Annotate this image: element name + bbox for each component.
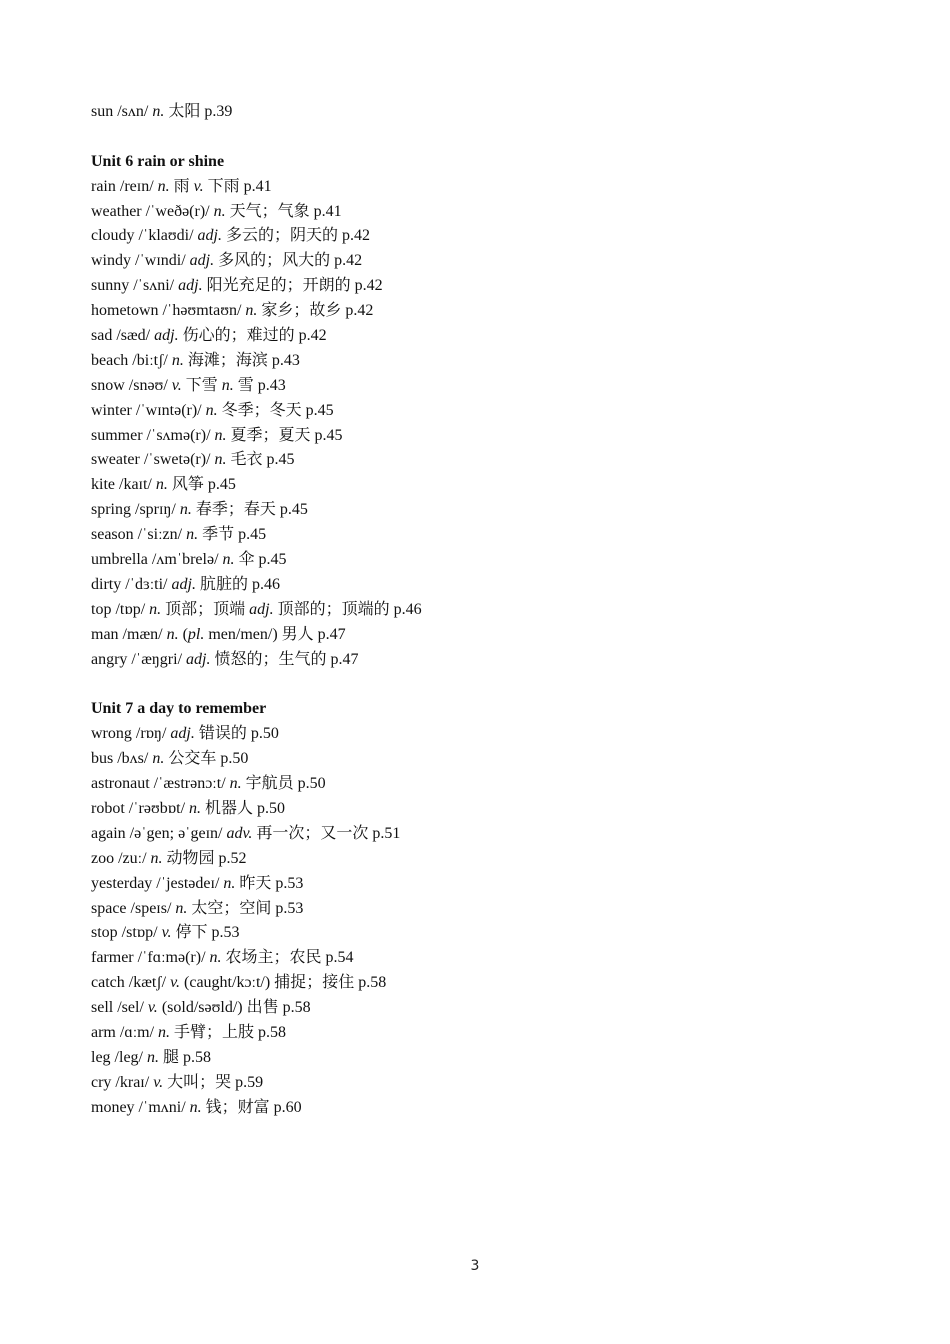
entry-meaning: 错误的 p.50 <box>194 725 279 743</box>
vocab-entry <box>91 200 871 225</box>
part-of-speech: adj. <box>171 575 196 593</box>
unit-6-word-list <box>91 175 871 673</box>
entry-meaning: 多风的；风大的 p.42 <box>214 252 363 270</box>
entry-meaning: 春季；春天 p.45 <box>191 501 308 519</box>
entry-meaning: 顶部；顶端 <box>161 600 250 618</box>
vocab-entry <box>91 324 871 349</box>
entry-word: snow /snəʊ/ <box>91 376 172 394</box>
entry-word: winter /ˈwɪntə(r)/ <box>91 401 206 419</box>
part-of-speech: adj. <box>154 327 179 345</box>
part-of-speech: n. <box>229 775 242 793</box>
part-of-speech: n. <box>150 849 163 867</box>
part-of-speech: n. <box>155 476 168 494</box>
entry-meaning: 伤心的；难过的 p.42 <box>178 327 327 345</box>
entry-word: weather /ˈweðə(r)/ <box>91 202 214 220</box>
entry-word: zoo /zuː/ <box>91 849 151 867</box>
part-of-speech: n. <box>214 451 227 469</box>
entry-word: astronaut /ˈæstrənɔːt/ <box>91 775 230 793</box>
entry-word: hometown /ˈhəʊmtaʊn/ <box>91 302 246 320</box>
unit-7-word-list <box>91 722 871 1120</box>
vocab-entry <box>91 448 871 473</box>
vocab-entry <box>91 224 871 249</box>
part-of-speech: v. <box>161 924 172 942</box>
entry-meaning: men/men/) 男人 p.47 <box>204 625 346 643</box>
entry-word: dirty /ˈdɜːti/ <box>91 575 172 593</box>
entry-meaning: 雨 <box>169 177 194 195</box>
part-of-speech: adj. <box>197 227 222 245</box>
vocab-entry <box>91 1046 871 1071</box>
entry-meaning: 家乡；故乡 p.42 <box>257 302 374 320</box>
entry-word: beach /biːtʃ/ <box>91 351 172 369</box>
part-of-speech: v. <box>170 974 181 992</box>
entry-word: stop /stɒp/ <box>91 924 162 942</box>
entry-meaning: 毛衣 p.45 <box>226 451 295 469</box>
entry-word: catch /kætʃ/ <box>91 974 171 992</box>
entry-meaning: 雪 p.43 <box>233 376 286 394</box>
entry-meaning: 公交车 p.50 <box>164 750 249 768</box>
entry-meaning: 愤怒的；生气的 p.47 <box>210 650 359 668</box>
entry-word: spring /sprɪŋ/ <box>91 501 180 519</box>
vocab-entry <box>91 349 871 374</box>
part-of-speech: n. <box>179 501 192 519</box>
entry-meaning: 太空；空间 p.53 <box>187 899 304 917</box>
entry-word: sad /sæd/ <box>91 327 155 345</box>
part-of-speech: n. <box>166 625 179 643</box>
spacer <box>91 125 871 150</box>
entry-meaning: 动物园 p.52 <box>162 849 247 867</box>
vocab-entry <box>91 374 871 399</box>
vocab-entry <box>91 399 871 424</box>
part-of-speech: n. <box>158 1023 171 1041</box>
part-of-speech: n. <box>152 103 165 120</box>
part-of-speech: n. <box>214 426 227 444</box>
vocab-entry <box>91 872 871 897</box>
entry-meaning: 风筝 p.45 <box>167 476 236 494</box>
vocab-entry <box>91 249 871 274</box>
entry-meaning: 顶部的；顶端的 p.46 <box>273 600 422 618</box>
part-of-speech: n. <box>146 1048 159 1066</box>
vocab-entry <box>91 921 871 946</box>
entry-word: sweater /ˈswetə(r)/ <box>91 451 215 469</box>
part-of-speech: n. <box>186 526 199 544</box>
entry-word: rain /reɪn/ <box>91 177 158 195</box>
entry-word: bus /bʌs/ <box>91 750 153 768</box>
part-of-speech: n. <box>175 899 188 917</box>
part-of-speech: n. <box>223 874 236 892</box>
page-number: 3 <box>470 1258 480 1274</box>
entry-word: windy /ˈwɪndi/ <box>91 252 190 270</box>
entry-word: man /mæn/ <box>91 625 167 643</box>
vocab-entry <box>91 1021 871 1046</box>
entry-word: money /ˈmʌni/ <box>91 1098 190 1116</box>
vocab-entry <box>91 971 871 996</box>
vocab-entry <box>91 498 871 523</box>
part-of-speech: n. <box>221 376 234 394</box>
part-of-speech: adj. <box>178 277 203 295</box>
vocab-entry <box>91 946 871 971</box>
part-of-speech: v. <box>153 1073 164 1091</box>
entry-meaning: 农场主；农民 p.54 <box>221 949 354 967</box>
part-of-speech: adj. <box>189 252 215 270</box>
intro-list <box>91 100 871 125</box>
entry-word: kite /kaɪt/ <box>91 476 156 494</box>
part-of-speech: adj. <box>186 650 211 668</box>
entry-meaning: 阳光充足的；开朗的 p.42 <box>202 277 383 295</box>
entry-meaning: 季节 p.45 <box>198 526 267 544</box>
entry-word: cry /kraɪ/ <box>91 1073 154 1091</box>
vocab-entry <box>91 747 871 772</box>
vocab-entry <box>91 1071 871 1096</box>
spacer <box>91 672 871 697</box>
vocab-entry <box>91 573 871 598</box>
entry-word: sell /sel/ <box>91 999 148 1017</box>
part-of-speech: v. <box>147 999 158 1017</box>
entry-word: leg /leg/ <box>91 1048 147 1066</box>
entry-meaning: 钱；财富 p.60 <box>201 1098 302 1116</box>
entry-meaning: 宇航员 p.50 <box>241 775 326 793</box>
vocab-entry <box>91 1096 871 1121</box>
part-of-speech: n. <box>213 202 226 220</box>
part-of-speech: pl. <box>187 625 205 643</box>
vocab-entry <box>91 175 871 200</box>
entry-meaning: 海滩；海滨 p.43 <box>183 351 300 369</box>
vocab-entry <box>91 598 871 623</box>
entry-meaning: 大叫；哭 p.59 <box>163 1073 264 1091</box>
part-of-speech: n. <box>205 401 218 419</box>
part-of-speech: n. <box>209 949 222 967</box>
vocab-entry <box>91 299 871 324</box>
part-of-speech: v. <box>193 177 204 195</box>
entry-meaning: 太阳 p.39 <box>164 103 233 120</box>
entry-meaning: 下雨 p.41 <box>203 177 272 195</box>
part-of-speech: n. <box>245 302 258 320</box>
part-of-speech: n. <box>157 177 170 195</box>
entry-meaning: ( <box>178 625 188 643</box>
vocab-entry <box>91 722 871 747</box>
entry-meaning: 肮脏的 p.46 <box>195 575 280 593</box>
vocab-entry <box>91 473 871 498</box>
part-of-speech: n. <box>222 551 235 569</box>
vocab-entry <box>91 996 871 1021</box>
vocab-entry <box>91 648 871 673</box>
unit-7-heading: Unit 7 a day to remember <box>91 700 267 718</box>
entry-word: yesterday /ˈjestədeɪ/ <box>91 874 224 892</box>
entry-word: again /əˈgen; əˈgeɪn/ <box>91 824 227 842</box>
entry-meaning: 昨天 p.53 <box>235 874 304 892</box>
entry-meaning: 伞 p.45 <box>234 551 287 569</box>
entry-word: sun /sʌn/ <box>91 103 153 120</box>
part-of-speech: n. <box>189 1098 202 1116</box>
entry-word: sunny /ˈsʌni/ <box>91 277 179 295</box>
vocab-entry <box>91 274 871 299</box>
entry-meaning: (caught/kɔːt/) 捕捉；接住 p.58 <box>180 974 387 992</box>
part-of-speech: n. <box>171 351 184 369</box>
entry-word: summer /ˈsʌmə(r)/ <box>91 426 215 444</box>
vocab-entry <box>91 424 871 449</box>
part-of-speech: v. <box>171 376 182 394</box>
entry-word: farmer /ˈfɑːmə(r)/ <box>91 949 210 967</box>
entry-word: wrong /rɒŋ/ <box>91 725 171 743</box>
vocab-entry <box>91 897 871 922</box>
vocab-entry <box>91 847 871 872</box>
entry-word: cloudy /ˈklaʊdi/ <box>91 227 198 245</box>
entry-word: angry /ˈæŋgri/ <box>91 650 187 668</box>
entry-meaning: 天气；气象 p.41 <box>225 202 342 220</box>
part-of-speech: adv. <box>226 824 253 842</box>
entry-word: top /tɒp/ <box>91 600 150 618</box>
unit-6-heading: Unit 6 rain or shine <box>91 152 225 170</box>
entry-word: robot /ˈrəʊbɒt/ <box>91 799 190 817</box>
vocab-entry <box>91 523 871 548</box>
vocab-entry <box>91 100 871 125</box>
part-of-speech: n. <box>149 600 162 618</box>
entry-meaning: 多云的；阴天的 p.42 <box>222 227 371 245</box>
part-of-speech: adj. <box>170 725 195 743</box>
entry-word: season /ˈsiːzn/ <box>91 526 187 544</box>
part-of-speech: n. <box>189 799 202 817</box>
entry-word: umbrella /ʌmˈbrelə/ <box>91 551 223 569</box>
document-page <box>91 100 871 1121</box>
vocab-entry <box>91 548 871 573</box>
entry-meaning: 冬季；冬天 p.45 <box>217 401 334 419</box>
entry-meaning: 腿 p.58 <box>158 1048 211 1066</box>
entry-meaning: 机器人 p.50 <box>201 799 286 817</box>
entry-meaning: 再一次；又一次 p.51 <box>252 824 401 842</box>
part-of-speech: n. <box>152 750 165 768</box>
entry-word: space /speɪs/ <box>91 899 176 917</box>
part-of-speech: adj. <box>249 600 274 618</box>
vocab-entry <box>91 623 871 648</box>
vocab-entry <box>91 772 871 797</box>
entry-meaning: (sold/səʊld/) 出售 p.58 <box>157 999 311 1017</box>
entry-meaning: 夏季；夏天 p.45 <box>226 426 343 444</box>
entry-meaning: 手臂；上肢 p.58 <box>170 1023 287 1041</box>
entry-meaning: 停下 p.53 <box>171 924 240 942</box>
vocab-entry <box>91 822 871 847</box>
entry-meaning: 下雪 <box>181 376 222 394</box>
vocab-entry <box>91 797 871 822</box>
entry-word: arm /ɑːm/ <box>91 1023 159 1041</box>
